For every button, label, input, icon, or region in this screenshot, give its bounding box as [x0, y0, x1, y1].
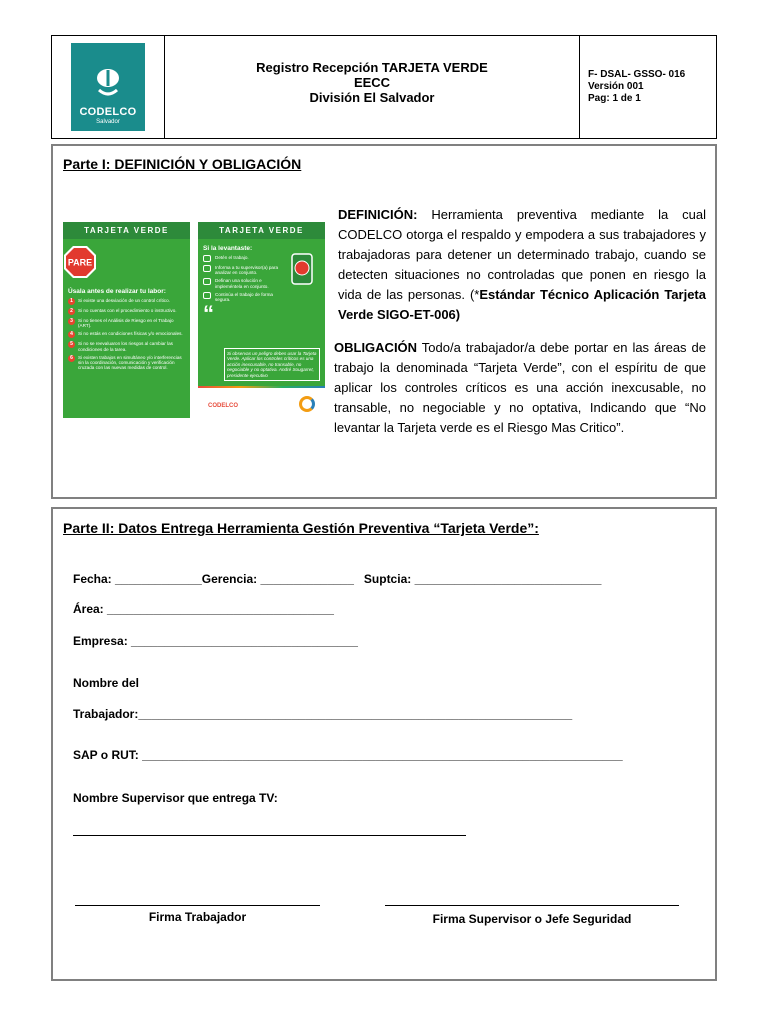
card-back-codelco-logo: CODELCO — [208, 403, 238, 409]
card-front-item — [63, 308, 190, 315]
title-line-3: División El Salvador — [309, 89, 435, 105]
card-front-item — [63, 355, 190, 371]
item-number: 4 — [68, 331, 75, 338]
hand-holding-card-icon — [288, 252, 316, 288]
supervisor-label: Nombre Supervisor que entrega TV: — [73, 791, 278, 805]
item-text: Detén el trabajo. — [215, 255, 249, 260]
trabajador-field[interactable]: Trabajador:_________________________________________________________________ — [73, 707, 573, 721]
firma-supervisor-label: Firma Supervisor o Jefe Seguridad — [432, 912, 632, 926]
item-text: Continúa el trabajo de forma segura. — [215, 291, 273, 303]
card-back-color-bar — [198, 386, 325, 388]
definicion-text: Herramienta preventiva mediante la cual CODELCO otorga el respaldo y empodera a sus trabajadores y trabajadoras para detener un determinado trabajo, cuando se detecten situaciones no controladas que ponen en riesgo la vida de las personas. (* — [338, 207, 706, 302]
card-back-item — [198, 278, 286, 288]
empresa-field[interactable]: Empresa: __________________________________ — [73, 634, 358, 648]
item-text: Si no cuentas con el procedimiento o instructivo. — [78, 308, 177, 313]
card-front-item — [63, 331, 190, 338]
document-title — [165, 36, 580, 138]
document-code-cell — [580, 36, 716, 138]
codelco-emblem-icon — [93, 68, 123, 100]
logo-cell — [52, 36, 165, 138]
nombre-del-label: Nombre del — [73, 676, 140, 690]
sap-rut-field[interactable]: SAP o RUT: ________________________________________________________________________ — [73, 748, 623, 762]
area-field[interactable]: Área: __________________________________ — [73, 602, 334, 616]
obligacion-text: Todo/a trabajador/a debe portar en las áreas de trabajo la denominada “Tarjeta Verde”, con el espíritu de que aplicar los controles críticos es una acción inexcusable, no transable, no negociable y no optativa, Indicando que “No levantar la Tarjeta verde es el Riesgo Mas Critico”. — [334, 340, 706, 435]
part-1-title: Parte I: DEFINICIÓN Y OBLIGACIÓN — [63, 156, 302, 172]
item-number: 5 — [68, 341, 75, 348]
card-front-heading: TARJETA VERDE — [63, 222, 190, 239]
definicion-paragraph — [338, 205, 706, 325]
obligacion-paragraph — [334, 338, 706, 438]
logo-sub: Salvador — [96, 119, 120, 125]
title-line-2: EECC — [353, 74, 391, 90]
logo-brand: CODELCO — [79, 106, 137, 118]
hand-icon — [203, 255, 211, 262]
document-page: Pag: 1 de 1 — [588, 93, 641, 104]
firma-trabajador-label: Firma Trabajador — [148, 910, 247, 924]
pare-stop-sign-icon — [63, 245, 97, 279]
item-text: Definan una solución e impleméntela en conjunto. — [215, 278, 269, 289]
card-back-heading: TARJETA VERDE — [198, 222, 325, 239]
document-header — [51, 35, 717, 139]
tarjeta-verde-card-front — [63, 222, 190, 418]
card-front-item — [63, 318, 190, 328]
supervisor-name-line[interactable] — [73, 835, 466, 836]
part-2-section — [51, 507, 717, 981]
card-front-item — [63, 341, 190, 351]
item-number: 2 — [68, 308, 75, 315]
safety-icon — [203, 292, 211, 299]
definicion-label: DEFINICIÓN: — [338, 207, 418, 222]
document-code: F- DSAL- GSSO- 016 — [588, 69, 686, 80]
document-version: Versión 001 — [588, 81, 644, 92]
part-2-title: Parte II: Datos Entrega Herramienta Gestión Preventiva “Tarjeta Verde”: — [63, 520, 539, 536]
card-back-quote: Si observas un peligro debes usar la Tarjeta Verde. Aplicar los controles críticos es una acción inexcusable, no transable, no negociable y no optativa. André Sougarret, presidente ejecutivo — [224, 348, 320, 381]
secondary-logo-icon — [299, 396, 315, 412]
item-text: Si no estás en condiciones físicas y/o emocionales. — [78, 331, 183, 337]
card-back-item — [198, 265, 286, 275]
firma-supervisor-line[interactable] — [385, 905, 679, 906]
tarjeta-verde-card-back — [198, 222, 325, 418]
item-text: Informa a tu supervisor(a) para analizar en conjunto. — [215, 265, 279, 276]
pare-label: PARE — [67, 257, 93, 268]
chat-icon — [203, 265, 211, 272]
item-text: Si no tienes el Análisis de Riesgo en el Trabajo (ART). — [78, 318, 174, 329]
part-1-section — [51, 144, 717, 499]
codelco-logo — [71, 43, 145, 131]
quote-mark-icon: “ — [203, 301, 214, 327]
card-front-item — [63, 298, 190, 305]
item-text: Si existe una desviación de un control crítico. — [78, 298, 170, 303]
title-line-1: Registro Recepción TARJETA VERDE — [256, 59, 488, 75]
item-number: 3 — [68, 318, 75, 325]
card-back-item — [198, 255, 286, 262]
firma-trabajador-line[interactable] — [75, 905, 320, 906]
item-number: 6 — [68, 355, 75, 362]
item-text: Si no se reevaluaron los riesgos al cambiar las condiciones de la tarea. — [78, 341, 173, 352]
obligacion-label: OBLIGACIÓN — [334, 340, 418, 355]
card-back-subtitle: Si la levantaste: — [203, 245, 253, 252]
solution-icon — [203, 278, 211, 285]
card-front-subtitle: Úsala antes de realizar tu labor: — [68, 288, 166, 295]
item-text: Si existen trabajos en simultáneo y/o interferencias sin la coordinación, comunicación y verificación cruzada con las nuevas medidas de control. — [78, 354, 182, 371]
fecha-gerencia-suptcia-field[interactable]: Fecha: _____________Gerencia: ______________ Suptcia: ____________________________ — [73, 572, 602, 586]
definicion-ref: Estándar Técnico Aplicación Tarjeta Verde SIGO-ET-006) — [338, 287, 706, 322]
item-number: 1 — [68, 298, 75, 305]
